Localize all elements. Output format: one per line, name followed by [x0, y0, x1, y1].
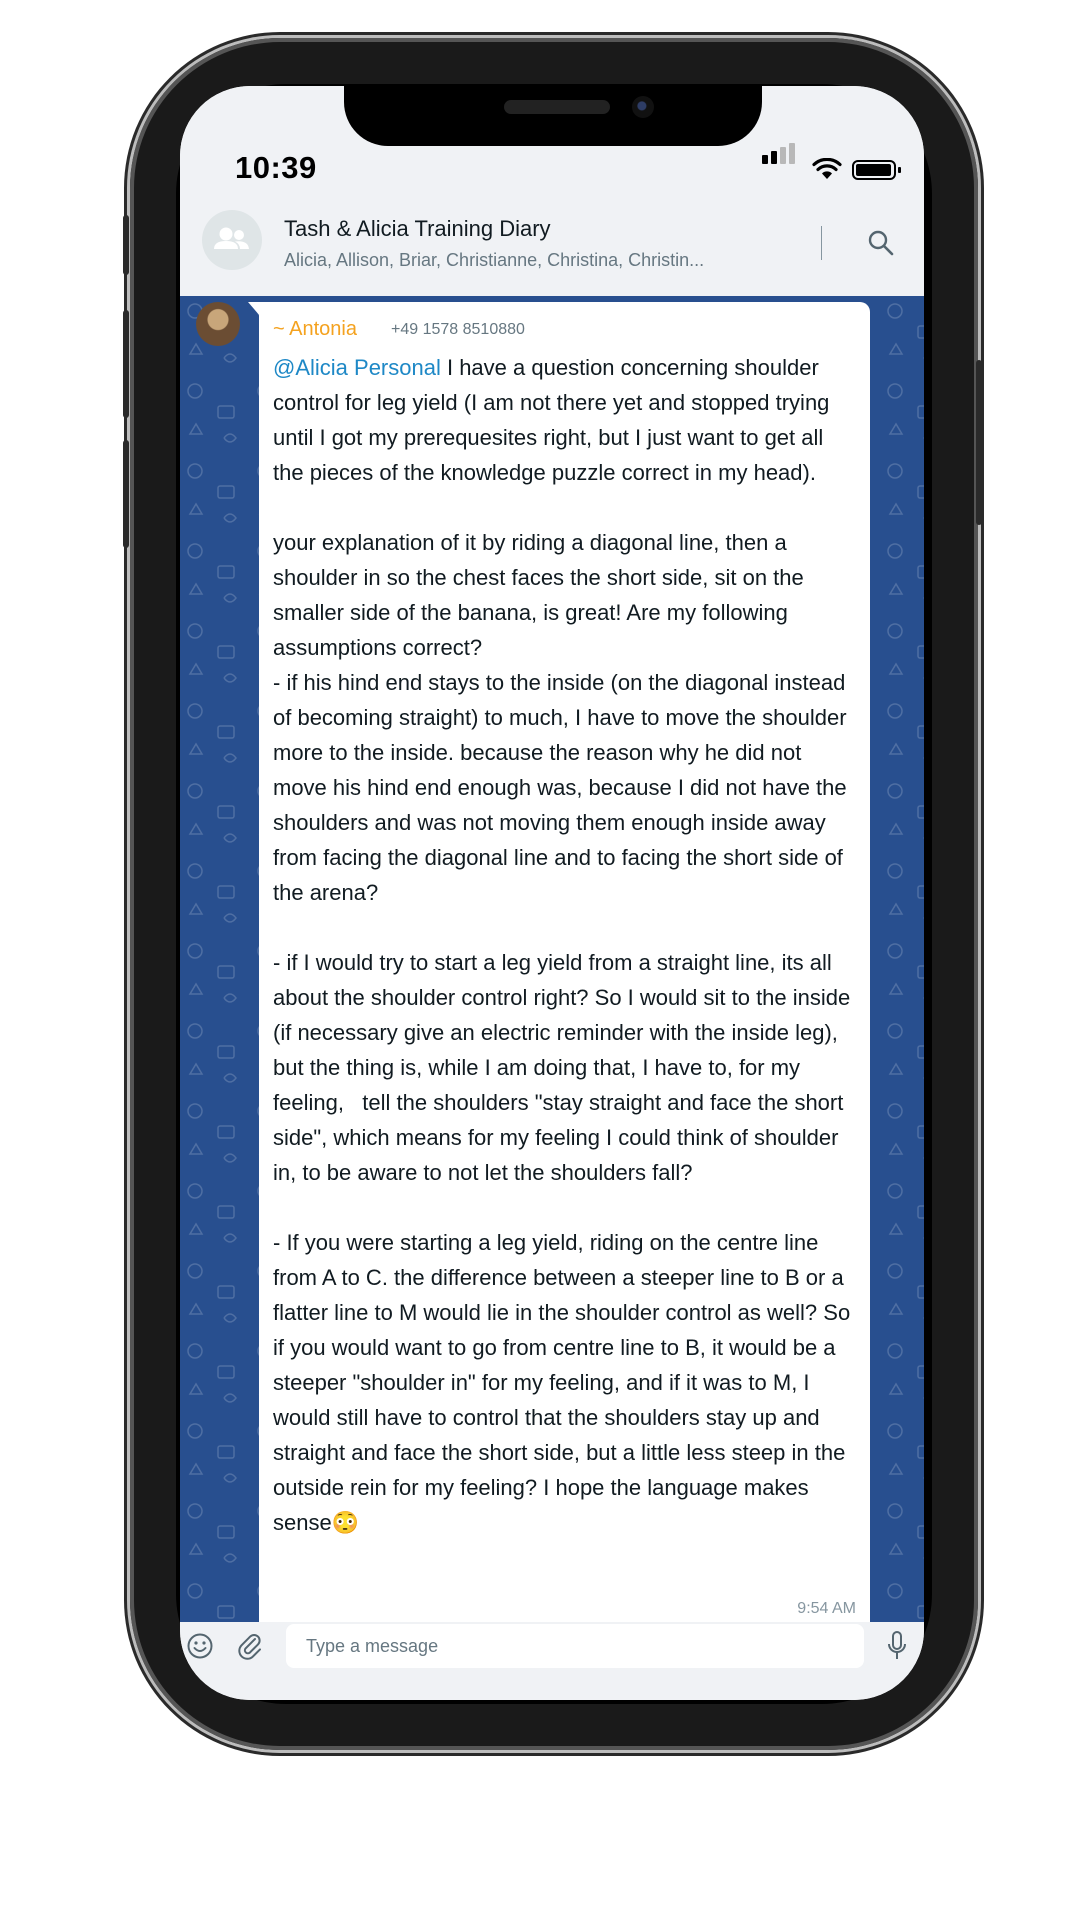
sender-phone: +49 1578 8510880	[391, 321, 525, 338]
phone-screen	[180, 86, 924, 1700]
notch	[344, 86, 762, 146]
paperclip-icon[interactable]	[236, 1630, 262, 1660]
mention-link[interactable]: @Alicia Personal	[273, 355, 441, 380]
front-camera	[632, 96, 654, 118]
sender-name[interactable]: ~ Antonia	[273, 318, 357, 340]
emoji-icon[interactable]	[186, 1632, 214, 1660]
message-timestamp: 9:54 AM	[797, 1600, 856, 1617]
message-bubble[interactable]	[259, 302, 870, 1622]
message-composer	[180, 1622, 924, 1700]
sender-avatar[interactable]	[196, 302, 240, 346]
volume-down-button	[123, 440, 129, 548]
message-input[interactable]	[286, 1624, 864, 1668]
group-icon	[202, 210, 262, 270]
chat-title[interactable]: Tash & Alicia Training Diary	[284, 216, 551, 241]
message-text	[273, 350, 858, 1540]
wifi-icon	[812, 158, 842, 180]
group-avatar[interactable]	[202, 210, 262, 270]
volume-up-button	[123, 310, 129, 418]
chat-members[interactable]: Alicia, Allison, Briar, Christianne, Christina, Christin...	[284, 250, 705, 270]
message-body: I have a question concerning shoulder control for leg yield (I am not there yet and stopped trying until I got my prerequesites right, but I just want to get all the pieces of the knowledge puzzle correct in my head). your explanation of it by riding a diagonal line, then a shoulder in so the chest faces the short side, sit on the smaller side of the banana, is great! Are my following assumptions correct? - if his hind end stays to the inside (on the diagonal instead of becoming straight) to much, I have to move the shoulder more to the inside. because the reason why he did not move his hind end enough was, because I did not have the shoulders and was not moving them enough inside away from facing the diagonal line and to facing the short side of the arena? - if I would try to start a leg yield from a straight line, its all about the shoulder control right? So I would sit to the inside (if necessary give an electric reminder with the inside leg), but the thing is, while I am doing that, I have to, for my feeling, tell the shoulders "stay straight and face the short side", which means for my feeling I could think of shoulder in, to be aware to not let the shoulders fall? - If you were starting a leg yield, riding on the centre line from A to C. the difference between a steeper line to B or a flatter line to M would lie in the shoulder control as well? So if you would want to go from centre line to B, it would be a steeper "shoulder in" for my feeling, and if it was to M, I would still have to control that the shoulders stay up and straight and face the short side, but a little less steep in the outside rein for my feeling? I hope the language makes sense	[273, 355, 851, 1535]
chat-area[interactable]	[180, 296, 924, 1622]
mute-switch	[123, 215, 129, 275]
battery-icon	[852, 160, 896, 180]
shocked-face-emoji: 😳	[331, 1510, 360, 1535]
chat-header[interactable]	[180, 190, 924, 297]
microphone-icon[interactable]	[886, 1630, 908, 1662]
power-button	[976, 360, 982, 525]
speaker-grille	[504, 100, 610, 114]
search-icon[interactable]	[866, 228, 896, 258]
status-time: 10:39	[235, 150, 317, 185]
header-divider	[821, 226, 822, 260]
